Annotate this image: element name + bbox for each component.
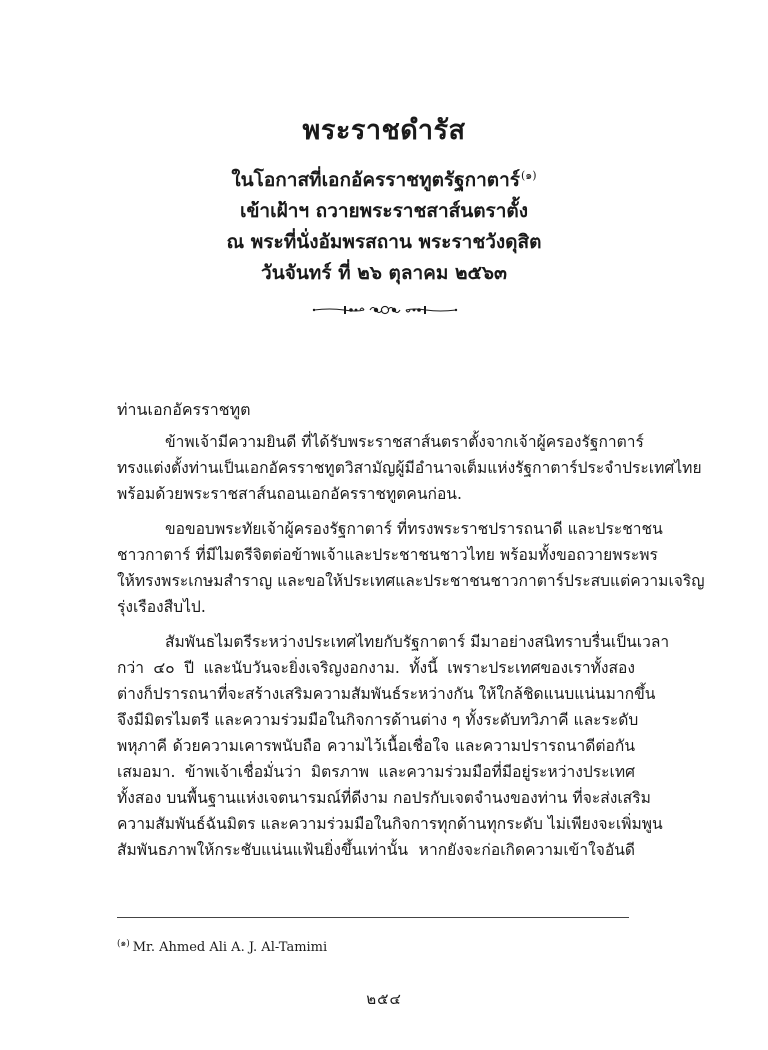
paragraph-line: ให้ทรงพระเกษมสำราญ และขอให้ประเทศและประชาชนชาวกาตาร์ประสบแต่ความเจริญ xyxy=(117,572,705,590)
subtitle-line-occasion xyxy=(0,160,768,196)
paragraph-line: ขอขอบพระทัยเจ้าผู้ครองรัฐกาตาร์ ที่ทรงพระราชปรารถนาดี และประชาชน xyxy=(165,520,663,538)
paragraph-line: พหุภาคี ด้วยความเคารพนับถือ ความไว้เนื้อเชื่อใจ และความปรารถนาดีต่อกัน xyxy=(117,737,635,755)
paragraph-line: ต่างก็ปรารถนาที่จะสร้างเสริมความสัมพันธ์ระหว่างกัน ให้ใกล้ชิดแนบแน่นมากขึ้น xyxy=(117,685,656,703)
subtitle-block xyxy=(0,160,768,289)
paragraph-3 xyxy=(117,629,670,863)
paragraph-line: ข้าพเจ้ามีความยินดี ที่ได้รับพระราชสาส์นตราตั้งจากเจ้าผู้ครองรัฐกาตาร์ xyxy=(165,433,644,451)
footnote-marker: (๑) xyxy=(117,939,130,949)
paragraph-line: สัมพันธภาพให้กระชับแน่นแฟ้นยิ่งขึ้นเท่านั้น หากยังจะก่อเกิดความเข้าใจอันดี xyxy=(117,841,635,859)
subtitle-line-date: วันจันทร์ ที่ ๒๖ ตุลาคม ๒๕๖๓ xyxy=(261,262,507,284)
paragraph-line: ชาวกาตาร์ ที่มีไมตรีจิตต่อข้าพเจ้าและประชาชนชาวไทย พร้อมทั้งขอถวายพระพร xyxy=(117,546,658,564)
page-title: พระราชดำรัส xyxy=(302,115,466,146)
paragraph-line: ความสัมพันธ์ฉันมิตร และความร่วมมือในกิจการทุกด้านทุกระดับ ไม่เพียงจะเพิ่มพูน xyxy=(117,815,663,833)
paragraph-line: สัมพันธไมตรีระหว่างประเทศไทยกับรัฐกาตาร์ มีมาอย่างสนิทราบรื่นเป็นเวลา xyxy=(165,633,670,651)
footnote-divider xyxy=(117,917,629,918)
ornament-divider xyxy=(310,300,460,320)
page-number: ๒๕๔ xyxy=(366,990,402,1008)
subtitle-line-occasion-text: ในโอกาสที่เอกอัครราชทูตรัฐกาตาร์ xyxy=(231,169,521,191)
paragraph-line: ทรงแต่งตั้งท่านเป็นเอกอัครราชทูตวิสามัญผู้มีอำนาจเต็มแห่งรัฐกาตาร์ประจำประเทศไทย xyxy=(117,459,702,477)
paragraph-1 xyxy=(117,429,702,507)
subtitle-line-venue: ณ พระที่นั่งอัมพรสถาน พระราชวังดุสิต xyxy=(226,231,542,253)
paragraph-line: กว่า ๔๐ ปี และนับวันจะยิ่งเจริญงอกงาม. ทั้งนี้ เพราะประเทศของเราทั้งสอง xyxy=(117,659,635,677)
paragraph-line: ทั้งสอง บนพื้นฐานแห่งเจตนารมณ์ที่ดีงาม กอปรกับเจตจำนงของท่าน ที่จะส่งเสริม xyxy=(117,789,651,807)
footnote xyxy=(117,936,327,955)
subtitle-line-audience: เข้าเฝ้าฯ ถวายพระราชสาส์นตราตั้ง xyxy=(239,200,529,222)
footnote-reference: (๑) xyxy=(521,169,537,182)
paragraph-line: เสมอมา. ข้าพเจ้าเชื่อมั่นว่า มิตรภาพ และความร่วมมือที่มีอยู่ระหว่างประเทศ xyxy=(117,763,635,781)
paragraph-line: รุ่งเรืองสืบไป. xyxy=(117,598,206,616)
paragraph-line: พร้อมด้วยพระราชสาส์นถอนเอกอัครราชทูตคนก่อน. xyxy=(117,485,462,503)
salutation: ท่านเอกอัครราชทูต xyxy=(117,400,251,419)
paragraph-2 xyxy=(117,516,705,620)
paragraph-line: จึงมีมิตรไมตรี และความร่วมมือในกิจการด้านต่าง ๆ ทั้งระดับทวิภาคี และระดับ xyxy=(117,711,639,729)
footnote-text: Mr. Ahmed Ali A. J. Al-Tamimi xyxy=(132,940,328,955)
